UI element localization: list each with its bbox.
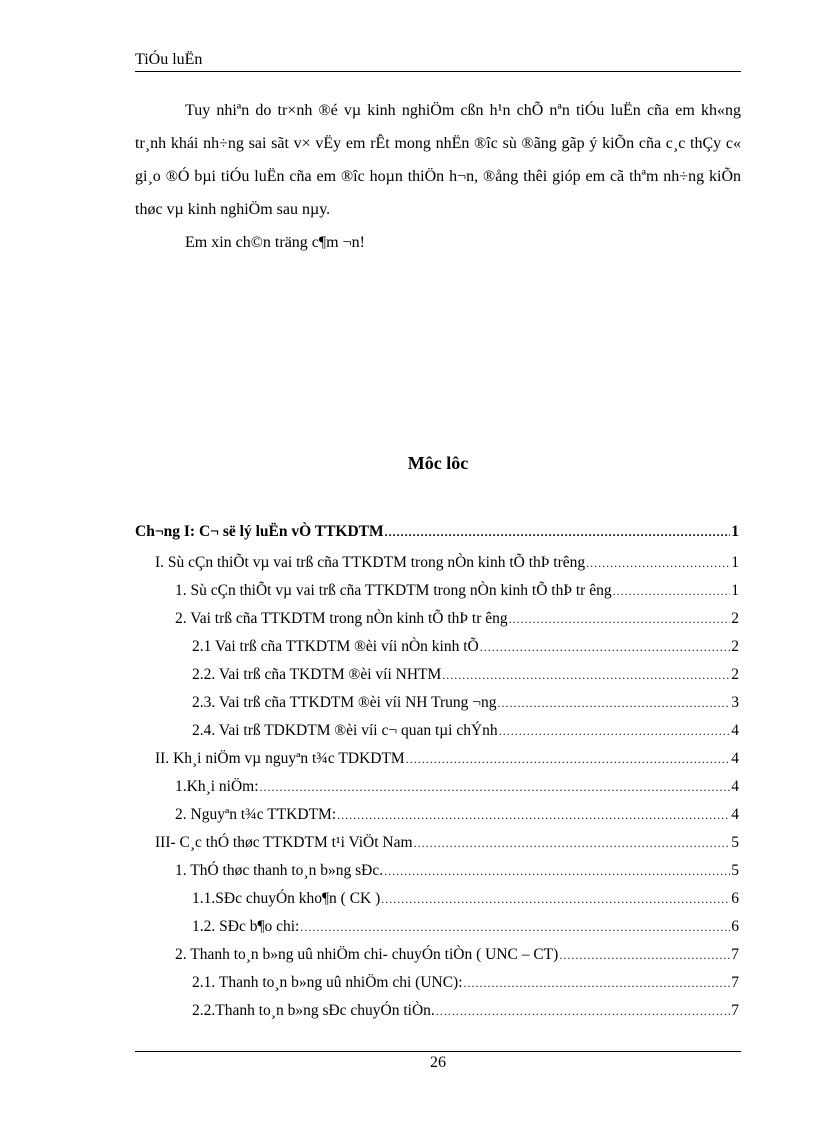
toc-leader-dots (436, 1000, 730, 1022)
toc-entry-page: 2 (731, 638, 739, 655)
toc-entry-text: 2.1. Thanh to¸n b»ng uû nhiÖm chi (UNC): (192, 974, 463, 991)
toc-entry-page: 3 (731, 694, 739, 711)
toc-leader-dots (385, 521, 731, 543)
toc-entry-section[interactable] (155, 552, 739, 574)
toc-entry-text: 2.2. Vai trß cña TKDTM ®èi víi NHTM (192, 666, 442, 683)
toc-entry-page: 1 (731, 554, 739, 571)
toc-entry-text: 1.1.SÐc chuyÓn kho¶n ( CK ) (192, 890, 381, 907)
toc-entry-item[interactable] (192, 664, 739, 686)
toc-entry-section[interactable] (155, 748, 739, 770)
toc-entry-page: 7 (731, 1002, 739, 1019)
toc-entry-text: 2. Nguyªn t¾c TTKDTM: (175, 806, 337, 823)
toc-entry-item[interactable] (192, 692, 739, 714)
toc-entry-item[interactable] (192, 720, 739, 742)
toc-entry-page: 5 (731, 862, 739, 879)
toc-leader-dots (381, 888, 730, 910)
toc-leader-dots (480, 636, 731, 658)
toc-entry-subsection[interactable] (175, 776, 739, 798)
toc-entry-page: 6 (731, 918, 739, 935)
toc-entry-page: 6 (731, 890, 739, 907)
toc-entry-text: 2.1 Vai trß cña TTKDTM ®èi víi nÒn kinh tÕ (192, 638, 479, 655)
toc-leader-dots (300, 916, 730, 938)
toc-leader-dots (613, 580, 731, 602)
toc-entry-item[interactable] (192, 972, 739, 994)
toc-entry-subsection[interactable] (175, 580, 739, 602)
toc-entry-text: 2.4. Vai trß TDKDTM ®èi víi c¬ quan tµi chÝnh (192, 722, 498, 739)
page-header: TiÓu luËn (135, 51, 203, 68)
toc-leader-dots (586, 552, 730, 574)
toc-entry-subsection[interactable] (175, 608, 739, 630)
toc-entry-page: 7 (731, 946, 739, 963)
toc-entry-page: 5 (731, 834, 739, 851)
toc-leader-dots (498, 692, 731, 714)
header-divider (135, 71, 741, 72)
toc-entry-text: II. Kh¸i niÖm vµ nguyªn t¾c TDKDTM (155, 750, 405, 767)
toc-entry-page: 7 (731, 974, 739, 991)
toc-entry-chapter[interactable] (135, 521, 739, 543)
footer-divider (135, 1051, 741, 1052)
toc-entry-page: 4 (731, 806, 739, 823)
toc-leader-dots (464, 972, 731, 994)
toc-entry-text: 2.3. Vai trß cña TTKDTM ®èi víi NH Trung ¬ng (192, 694, 497, 711)
toc-leader-dots (442, 664, 730, 686)
intro-paragraph: Tuy nhiªn do tr×nh ®é vµ kinh nghiÖm cßn h¹n chÕ nªn tiÓu luËn cña em kh«ng tr¸nh khái nh÷ng sai sãt v× vËy em rÊt mong nhËn ®îc sù ®ãng gãp ý kiÕn cña c¸c thÇy c« gi¸o ®Ó bµi tiÓu luËn cña em ®îc hoµn thiÖn h¬n, ®ång thêi gióp em cã thªm nh÷ng kiÕn thøc vµ kinh nghiÖm sau nµy. (135, 102, 741, 218)
toc-entry-text: 2.2.Thanh to¸n b»ng sÐc chuyÓn tiÒn. (192, 1002, 435, 1019)
toc-entry-subsection[interactable] (175, 944, 739, 966)
toc-leader-dots (559, 944, 730, 966)
toc-entry-page: 2 (731, 666, 739, 683)
toc-entry-item[interactable] (192, 888, 739, 910)
toc-leader-dots (509, 608, 731, 630)
toc-entry-text: 1. ThÓ thøc thanh to¸n b»ng sÐc. (175, 862, 384, 879)
toc-entry-text: Ch¬ng I: C¬ së lý luËn vÒ TTKDTM (135, 523, 384, 540)
toc-leader-dots (384, 860, 730, 882)
toc-leader-dots (406, 748, 731, 770)
toc-entry-text: 2. Thanh to¸n b»ng uû nhiÖm chi- chuyÓn tiÒn ( UNC – CT) (175, 946, 559, 963)
toc-entry-subsection[interactable] (175, 804, 739, 826)
toc-entry-page: 4 (731, 722, 739, 739)
toc-entry-page: 2 (731, 610, 739, 627)
toc-entry-text: III- C¸c thÓ thøc TTKDTM t¹i ViÖt Nam (155, 834, 413, 851)
toc-entry-page: 4 (731, 778, 739, 795)
toc-entry-subsection[interactable] (175, 860, 739, 882)
toc-entry-section[interactable] (155, 832, 739, 854)
toc-title: Môc lôc (407, 453, 469, 473)
toc-entry-text: 1.Kh¸i niÖm: (175, 778, 259, 795)
toc-entry-item[interactable] (192, 636, 739, 658)
toc-entry-page: 1 (731, 523, 739, 540)
toc-entry-item[interactable] (192, 1000, 739, 1022)
toc-entry-text: 2. Vai trß cña TTKDTM trong nÒn kinh tÕ thÞ tr êng (175, 610, 508, 627)
toc-entry-text: 1.2. SÐc b¶o chi: (192, 918, 300, 935)
thanks-paragraph: Em xin ch©n träng c¶m ¬n! (185, 234, 365, 251)
toc-entry-text: 1. Sù cÇn thiÕt vµ vai trß cña TTKDTM trong nÒn kinh tÕ thÞ tr êng (175, 582, 612, 599)
intro-section (135, 94, 741, 259)
toc-leader-dots (260, 776, 731, 798)
toc-entry-page: 1 (731, 582, 739, 599)
toc-entry-text: I. Sù cÇn thiÕt vµ vai trß cña TTKDTM trong nÒn kinh tÕ thÞ trêng (155, 554, 586, 571)
toc-leader-dots (499, 720, 731, 742)
toc-entry-page: 4 (731, 750, 739, 767)
toc-leader-dots (337, 804, 730, 826)
toc-leader-dots (414, 832, 731, 854)
toc-entry-item[interactable] (192, 916, 739, 938)
page-number: 26 (430, 1054, 446, 1071)
